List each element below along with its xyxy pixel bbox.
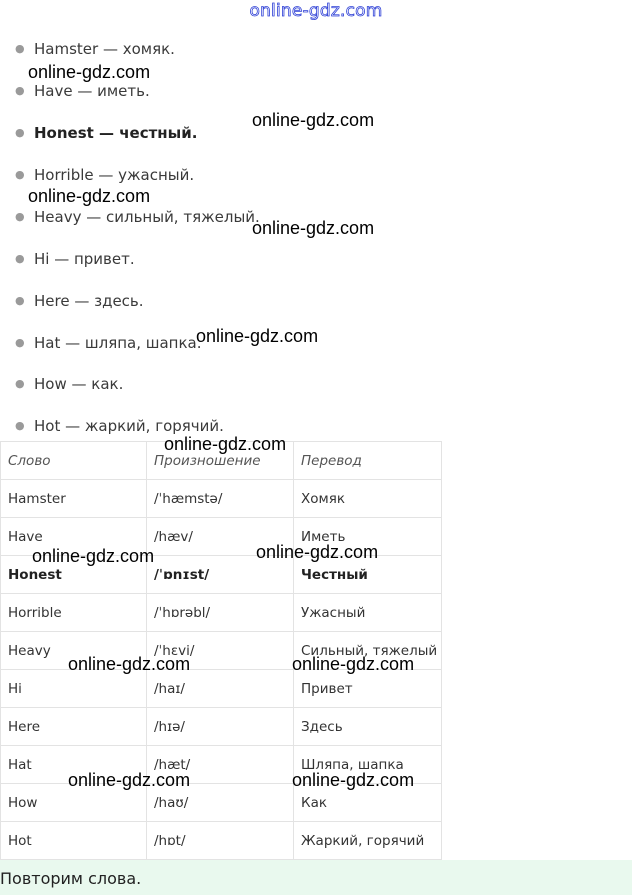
list-item (14, 38, 574, 60)
list-item-text: Hi — привет. (34, 250, 135, 268)
list-item-text: Have — иметь. (34, 82, 150, 100)
table-row (1, 480, 442, 518)
list-item-text: Hat — шляпа, шапка. (34, 334, 202, 352)
bullet-icon: ● (15, 419, 25, 432)
list-item-text: Hamster — хомяк. (34, 40, 175, 58)
bullet-icon: ● (15, 210, 25, 223)
bullet-icon: ● (15, 294, 25, 307)
table-cell-pronunciation: /ˈhæmstə/ (147, 480, 294, 518)
top-watermark: online-gdz.com (249, 1, 383, 21)
table-cell-pronunciation: /ˈhɒrəbl/ (147, 594, 294, 632)
table-row (1, 708, 442, 746)
table-cell-translation: Честный (294, 556, 442, 594)
table-cell-word: Here (1, 708, 147, 746)
watermark: online-gdz.com (28, 62, 151, 82)
watermark: online-gdz.com (68, 770, 191, 790)
table-header-translation: Перевод (294, 442, 442, 480)
list-item-text: Heavy — сильный, тяжелый. (34, 208, 260, 226)
table-cell-translation: Привет (294, 670, 442, 708)
table-cell-word: Heavy (1, 632, 147, 670)
table-row (1, 670, 442, 708)
list-item-text: Horrible — ужасный. (34, 166, 195, 184)
table-cell-pronunciation: /haɪ/ (147, 670, 294, 708)
table-row (1, 822, 442, 860)
table-cell-translation: Здесь (294, 708, 442, 746)
watermark: online-gdz.com (252, 218, 375, 238)
footer-text: Повторим слова. (0, 869, 142, 888)
list-item-text: Honest — честный. (34, 124, 198, 142)
list-item-text: Hot — жаркий, горячий. (34, 417, 224, 435)
bullet-icon: ● (15, 377, 25, 390)
watermark: online-gdz.com (68, 654, 191, 674)
table-cell-translation: Шляпа, шапка (294, 746, 442, 784)
list-item (14, 248, 574, 270)
table-cell-word: How (1, 784, 147, 822)
vocabulary-table (0, 441, 442, 860)
bullet-icon: ● (15, 42, 25, 55)
table-cell-pronunciation: /ˈɒnɪst/ (147, 556, 294, 594)
watermark: online-gdz.com (252, 110, 375, 130)
list-item (14, 290, 574, 312)
table-cell-pronunciation: /hɪə/ (147, 708, 294, 746)
table-cell-word: Honest (1, 556, 147, 594)
table-row (1, 594, 442, 632)
bullet-icon: ● (15, 336, 25, 349)
list-item (14, 164, 574, 186)
watermark: online-gdz.com (292, 770, 415, 790)
table-cell-translation: Иметь (294, 518, 442, 556)
footer-bar (0, 860, 632, 895)
table-cell-translation: Как (294, 784, 442, 822)
list-item (14, 373, 574, 395)
table-cell-pronunciation: /hæt/ (147, 746, 294, 784)
table-cell-word: Hi (1, 670, 147, 708)
table-cell-translation: Хомяк (294, 480, 442, 518)
watermark: online-gdz.com (196, 326, 319, 346)
list-item-text: How — как. (34, 375, 124, 393)
table-cell-word: Horrible (1, 594, 147, 632)
table-cell-pronunciation: /ˈhɛvi/ (147, 632, 294, 670)
table-cell-translation: Сильный, тяжелый (294, 632, 442, 670)
watermark: online-gdz.com (164, 434, 287, 454)
watermark: online-gdz.com (292, 654, 415, 674)
table-cell-word: Hat (1, 746, 147, 784)
watermark: online-gdz.com (256, 542, 379, 562)
table-cell-pronunciation: /hɒt/ (147, 822, 294, 860)
bullet-icon: ● (15, 168, 25, 181)
table-header-word: Слово (1, 442, 147, 480)
list-item (14, 415, 574, 437)
bullet-icon: ● (15, 252, 25, 265)
table-cell-word: Hamster (1, 480, 147, 518)
watermark: online-gdz.com (32, 546, 155, 566)
table-cell-pronunciation: /haʊ/ (147, 784, 294, 822)
list-item (14, 80, 574, 102)
table-cell-translation: Жаркий, горячий (294, 822, 442, 860)
table-cell-word: Have (1, 518, 147, 556)
table-cell-pronunciation: /hæv/ (147, 518, 294, 556)
table-cell-translation: Ужасный (294, 594, 442, 632)
list-item-text: Here — здесь. (34, 292, 144, 310)
table-header-pronunciation: Произношение (147, 442, 294, 480)
bullet-icon: ● (15, 84, 25, 97)
table-cell-word: Hot (1, 822, 147, 860)
bullet-icon: ● (15, 126, 25, 139)
watermark: online-gdz.com (28, 186, 151, 206)
